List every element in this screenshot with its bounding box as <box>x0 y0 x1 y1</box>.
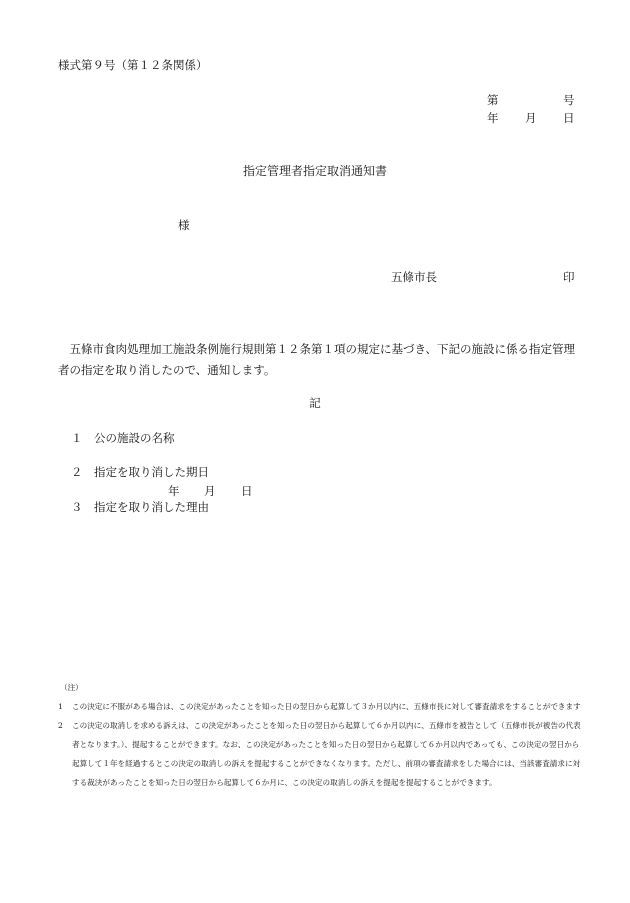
date-year: 年 <box>487 111 499 125</box>
item-2-day: 日 <box>241 484 253 498</box>
issuer-name: 五條市長 <box>391 270 437 284</box>
ki-heading: 記 <box>309 396 321 410</box>
item-3-label: 指定を取り消した理由 <box>94 500 209 514</box>
notes-section <box>58 678 583 792</box>
item-3-number: ３ <box>71 500 83 514</box>
item-1-number: １ <box>71 431 83 445</box>
note-text: この決定に不服がある場合は、この決定があったことを知った日の翌日から起算して３か月以内に、五條市長に対して審査請求をすることができます <box>72 702 581 711</box>
doc-number-suffix: 号 <box>563 93 575 107</box>
note-number: 1 <box>58 702 63 711</box>
body-paragraph: 五條市食肉処理加工施設条例施行規則第１２条第１項の規定に基づき、下記の施設に係る指定管理者の指定を取り消したので、通知します。 <box>58 342 576 377</box>
seal-mark: 印 <box>563 270 575 284</box>
note-number: 2 <box>58 721 63 730</box>
item-2-number: ２ <box>71 465 83 479</box>
date-month: 月 <box>525 111 537 125</box>
document-title: 指定管理者指定取消通知書 <box>242 164 387 178</box>
item-2-month: 月 <box>204 484 216 498</box>
item-2-year: 年 <box>168 484 180 498</box>
note-item <box>58 716 583 792</box>
date-day: 日 <box>563 111 575 125</box>
doc-number-prefix: 第 <box>487 93 499 107</box>
addressee-suffix: 様 <box>178 218 190 232</box>
notes-header: （注） <box>60 683 83 692</box>
note-item <box>58 697 583 716</box>
note-text: この決定の取消しを求める訴えは、この決定があったことを知った日の翌日から起算して６か月以内に、五條市を被告として（五條市長が被告の代表者となります。）、提起することができます。なお、この決定があったことを知った日の翌日から起算して６か月以内であっても、この決定の翌日から起算して１年を経過するとこの決定の取消しの訴えを提起することができなくなります。ただし、前項の審査請求をした場合には、当該審査請求に対する裁決があったことを知った日の翌日から起算して６か月に、この決定の取消しの訴えを提起を提起することができます。 <box>72 721 581 787</box>
item-1-label: 公の施設の名称 <box>94 431 175 445</box>
form-number: 様式第９号（第１２条関係） <box>58 58 208 72</box>
item-2-label: 指定を取り消した期日 <box>94 465 209 479</box>
